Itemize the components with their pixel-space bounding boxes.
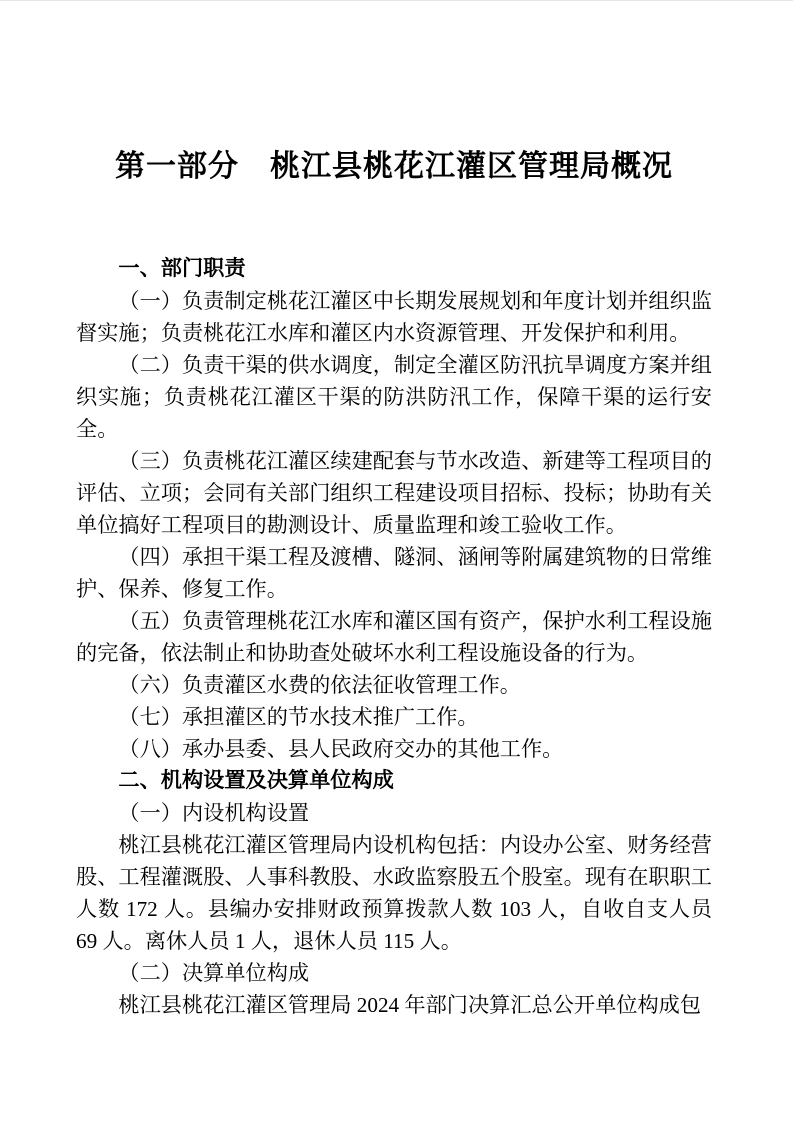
paragraph: （五）负责管理桃花江水库和灌区国有资产，保护水利工程设施的完备，依法制止和协助查处破坏水利工程设施设备的行为。 <box>76 609 712 665</box>
paragraph: （七）承担灌区的节水技术推广工作。 <box>118 705 479 729</box>
document-title: 第一部分 桃江县桃花江灌区管理局概况 <box>115 150 673 183</box>
paragraph: （八）承办县委、县人民政府交办的其他工作。 <box>118 737 564 761</box>
paragraph: 桃江县桃花江灌区管理局 2024 年部门决算汇总公开单位构成包 <box>118 993 702 1017</box>
paragraph: （二）决算单位构成 <box>118 961 310 985</box>
paragraph: （六）负责灌区水费的依法征收管理工作。 <box>118 673 521 697</box>
paragraph: （三）负责桃花江灌区续建配套与节水改造、新建等工程项目的评估、立项；会同有关部门组织工程建设项目招标、投标；协助有关单位搞好工程项目的勘测设计、质量监理和竣工验收工作。 <box>76 449 712 537</box>
section-heading: 二、机构设置及决算单位构成 <box>118 769 394 792</box>
paragraph: （二）负责干渠的供水调度，制定全灌区防汛抗旱调度方案并组织实施；负责桃花江灌区干渠的防洪防汛工作，保障干渠的运行安全。 <box>76 353 712 441</box>
paragraph: 桃江县桃花江灌区管理局内设机构包括：内设办公室、财务经营股、工程灌溉股、人事科教股、水政监察股五个股室。现有在职职工人数 172 人。县编办安排财政预算拨款人数 103 人，自收自支人员 69 人。离休人员 1 人，退休人员 115 人。 <box>76 833 712 953</box>
paragraph: （四）承担干渠工程及渡槽、隧洞、涵闸等附属建筑物的日常维护、保养、修复工作。 <box>76 545 712 601</box>
section-heading: 一、部门职责 <box>118 257 246 280</box>
paragraph: （一）内设机构设置 <box>118 801 310 825</box>
document-body <box>76 253 712 1021</box>
paragraph: （一）负责制定桃花江灌区中长期发展规划和年度计划并组织监督实施；负责桃花江水库和灌区内水资源管理、开发保护和利用。 <box>76 289 712 345</box>
